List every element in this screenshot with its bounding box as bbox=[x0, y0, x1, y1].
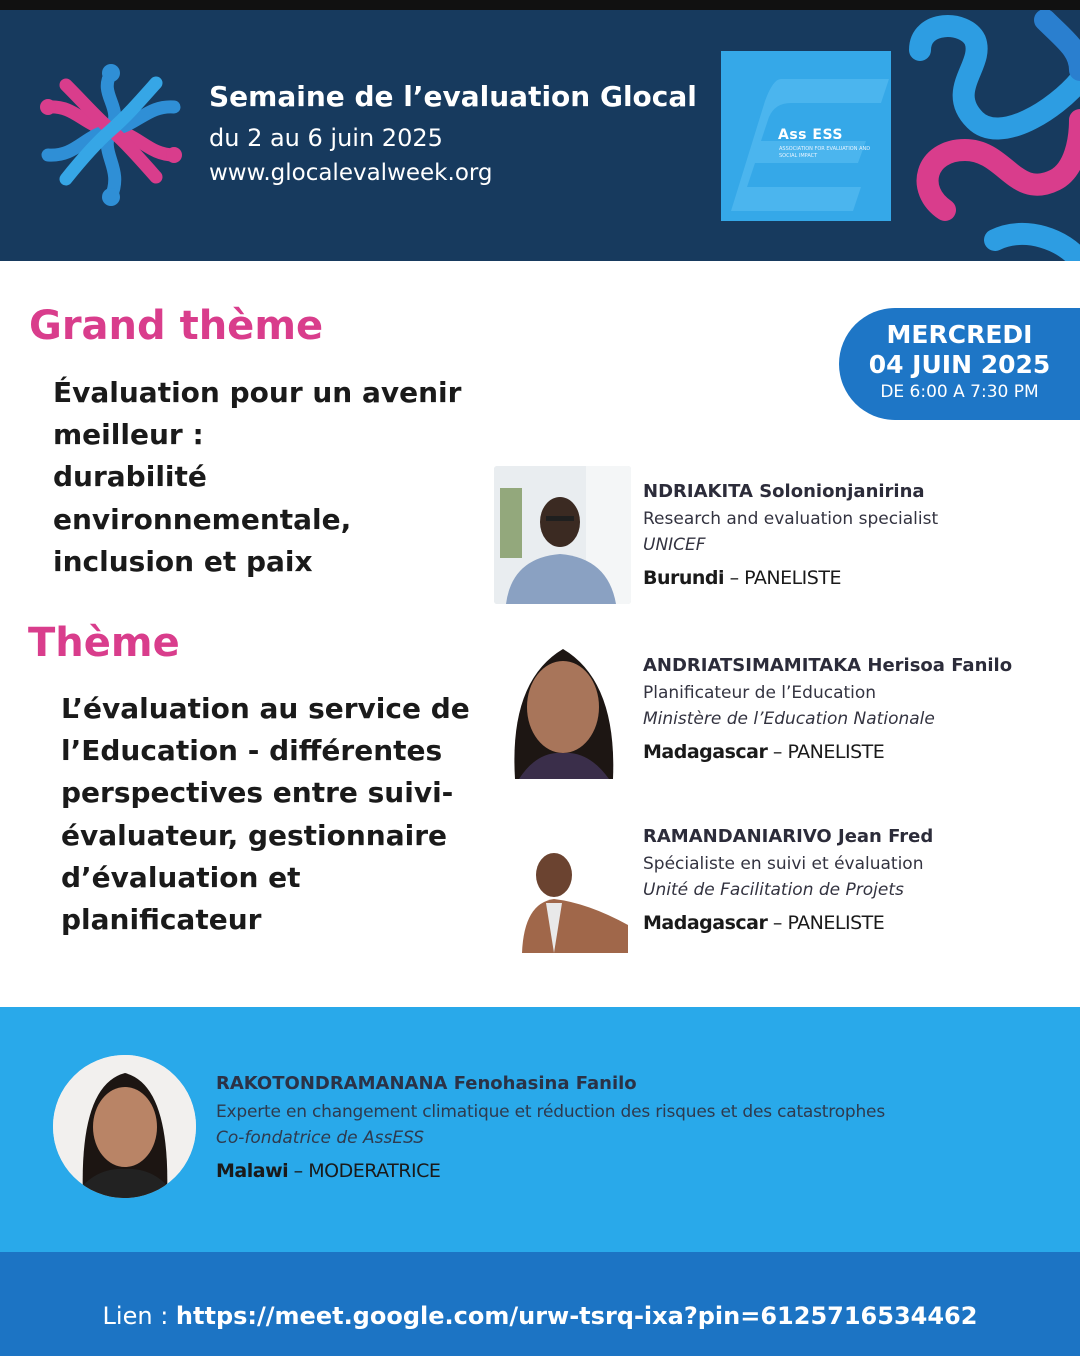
panelist-photo bbox=[494, 466, 631, 604]
grand-theme-line: meilleur : bbox=[53, 418, 204, 452]
moderator-organization: Co-fondatrice de AssESS bbox=[216, 1128, 425, 1148]
decorative-swirl bbox=[905, 10, 1080, 261]
panelist-name: NDRIAKITA Solonionjanirina bbox=[643, 481, 925, 502]
panelist-photo bbox=[497, 641, 630, 779]
grand-theme-text bbox=[53, 372, 461, 583]
grand-theme-line: durabilité bbox=[53, 460, 207, 494]
moderator-position: MODERATRICE bbox=[308, 1160, 441, 1182]
meeting-link-label: Lien : bbox=[102, 1302, 176, 1330]
panelist-country: Burundi – PANELISTE bbox=[643, 567, 841, 589]
theme-line: perspectives entre suivi- bbox=[61, 776, 454, 810]
moderator-name: RAKOTONDRAMANANA Fenohasina Fanilo bbox=[216, 1073, 637, 1094]
grand-theme-line: Évaluation pour un avenir bbox=[53, 376, 462, 409]
panelist-position: PANELISTE bbox=[787, 741, 885, 763]
event-date-badge bbox=[839, 308, 1080, 420]
moderator-country-name: Malawi bbox=[216, 1160, 289, 1182]
grand-theme-line: inclusion et paix bbox=[53, 544, 313, 578]
event-website[interactable]: www.glocalevalweek.org bbox=[209, 160, 493, 186]
event-dates: du 2 au 6 juin 2025 bbox=[209, 124, 443, 152]
assess-logo bbox=[721, 51, 891, 221]
theme-line: l’Education - différentes bbox=[61, 734, 443, 768]
panelist-name: RAMANDANIARIVO Jean Fred bbox=[643, 826, 934, 847]
event-date: 04 JUIN 2025 bbox=[868, 350, 1051, 379]
event-day: MERCREDI bbox=[886, 320, 1033, 349]
panelist-position: PANELISTE bbox=[787, 912, 885, 934]
grand-theme-heading: Grand thème bbox=[29, 303, 324, 349]
top-dark-bar bbox=[0, 0, 1080, 10]
theme-line: planificateur bbox=[61, 903, 262, 937]
theme-heading: Thème bbox=[28, 620, 180, 666]
panelist-country: Madagascar – PANELISTE bbox=[643, 912, 885, 934]
assess-logo-text: Ass ESS bbox=[778, 127, 843, 143]
grand-theme-line: environnementale, bbox=[53, 502, 352, 536]
event-logo-icon bbox=[36, 55, 186, 215]
moderator-role: Experte en changement climatique et réduction des risques et des catastrophes bbox=[216, 1102, 885, 1122]
moderator-country: Malawi – MODERATRICE bbox=[216, 1160, 441, 1182]
panelist-position: PANELISTE bbox=[744, 567, 841, 589]
meeting-link-row bbox=[0, 1302, 1080, 1330]
panelist-role: Planificateur de l’Education bbox=[643, 683, 877, 703]
panelist-role: Spécialiste en suivi et évaluation bbox=[643, 854, 924, 874]
panelist-organization: Ministère de l’Education Nationale bbox=[643, 709, 935, 729]
event-header bbox=[0, 10, 1080, 261]
panelist-organization: Unité de Facilitation de Projets bbox=[643, 880, 904, 900]
panelist-country-name: Burundi bbox=[643, 567, 725, 589]
theme-line: évaluateur, gestionnaire bbox=[61, 818, 448, 852]
panelist-country-name: Madagascar bbox=[643, 741, 768, 763]
panelist-role: Research and evaluation specialist bbox=[643, 509, 939, 529]
theme-line: d’évaluation et bbox=[61, 860, 301, 894]
theme-text bbox=[61, 688, 470, 941]
assess-logo-tagline: ASSOCIATION FOR EVALUATION AND SOCIAL IMPACT bbox=[779, 146, 871, 159]
panelist-country: Madagascar – PANELISTE bbox=[643, 741, 885, 763]
panelist-organization: UNICEF bbox=[643, 535, 706, 555]
event-time: DE 6:00 A 7:30 PM bbox=[880, 382, 1039, 402]
panelist-photo bbox=[520, 845, 628, 953]
theme-line: L’évaluation au service de bbox=[61, 692, 470, 725]
panelist-name: ANDRIATSIMAMITAKA Herisoa Fanilo bbox=[643, 655, 1013, 676]
meeting-link-url[interactable]: https://meet.google.com/urw-tsrq-ixa?pin=6125716534462 bbox=[175, 1302, 978, 1330]
panelist-country-name: Madagascar bbox=[643, 912, 768, 934]
moderator-photo bbox=[53, 1055, 196, 1198]
event-title: Semaine de l’evaluation Glocal bbox=[209, 80, 697, 113]
